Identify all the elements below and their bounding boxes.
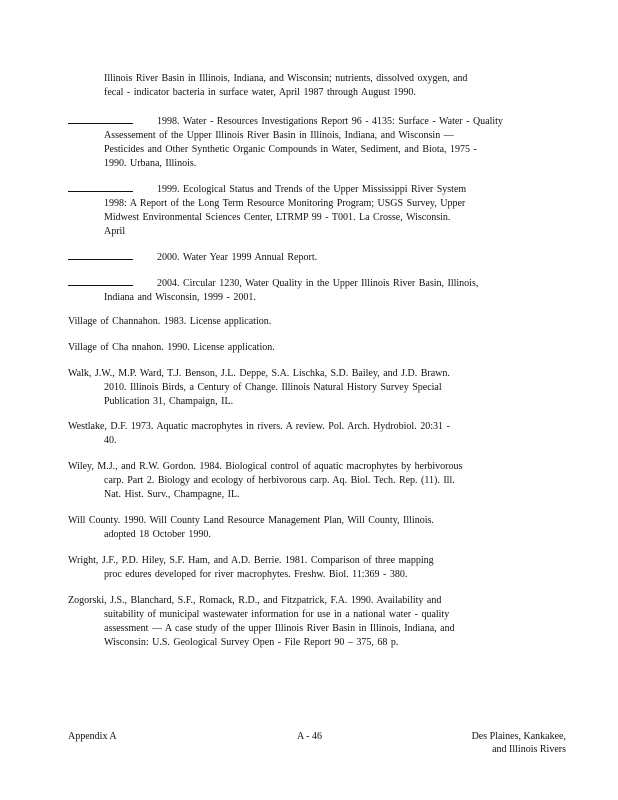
reference-line: Wright, J.F., P.D. Hiley, S.F. Ham, and A.D. Berrie. 1981. Comparison of three mapping bbox=[68, 555, 434, 566]
repeat-author-dash bbox=[68, 275, 133, 286]
reference-entry bbox=[68, 367, 538, 409]
reference-entry bbox=[68, 275, 538, 305]
reference-entry bbox=[68, 554, 538, 582]
repeat-author-dash bbox=[68, 181, 133, 192]
reference-line: Village of Cha nnahon. 1990. License application. bbox=[68, 342, 275, 353]
footer-title-line: and Illinois Rivers bbox=[492, 744, 566, 755]
reference-line: Walk, J.W., M.P. Ward, T.J. Benson, J.L. Deppe, S.A. Lischka, S.D. Bailey, and J.D. Brawn. bbox=[68, 368, 450, 379]
reference-line: Westlake, D.F. 1973. Aquatic macrophytes in rivers. A review. Pol. Arch. Hydrobiol. 20:31 - bbox=[68, 421, 450, 432]
reference-line: Pesticides and Other Synthetic Organic Compounds in Water, Sediment, and Biota, 1975 - bbox=[104, 144, 477, 155]
reference-line: Indiana and Wisconsin, 1999 - 2001. bbox=[104, 292, 256, 303]
reference-entry bbox=[68, 315, 538, 329]
reference-line: Wisconsin: U.S. Geological Survey Open - File Report 90 – 375, 68 p. bbox=[104, 637, 399, 648]
reference-line: Nat. Hist. Surv., Champagne, IL. bbox=[104, 489, 240, 500]
reference-line: Publication 31, Champaign, IL. bbox=[104, 396, 234, 407]
reference-entry bbox=[68, 514, 538, 542]
reference-entry bbox=[68, 181, 538, 239]
reference-line: 2000. Water Year 1999 Annual Report. bbox=[157, 252, 318, 263]
reference-line: carp. Part 2. Biology and ecology of herbivorous carp. Aq. Biol. Tech. Rep. (11). Ill. bbox=[104, 475, 455, 486]
reference-line: 1999. Ecological Status and Trends of the Upper Mississippi River System bbox=[157, 184, 467, 195]
reference-entry bbox=[68, 420, 538, 448]
reference-entry bbox=[68, 72, 538, 100]
reference-line: Assessement of the Upper Illinois River Basin in Illinois, Indiana, and Wisconsin — bbox=[104, 130, 454, 141]
reference-line: 2004. Circular 1230, Water Quality in the Upper Illinois River Basin, Illinois, bbox=[157, 278, 479, 289]
reference-line: 1990. Urbana, Illinois. bbox=[104, 158, 197, 169]
reference-line: 1998: A Report of the Long Term Resource Monitoring Program; USGS Survey, Upper bbox=[104, 198, 466, 209]
reference-line: Illinois River Basin in Illinois, Indiana, and Wisconsin; nutrients, dissolved oxygen, and bbox=[104, 73, 468, 84]
reference-entry bbox=[68, 341, 538, 355]
reference-entry bbox=[68, 460, 538, 502]
reference-line: Midwest Environmental Sciences Center, LTRMP 99 - T001. La Crosse, Wisconsin. bbox=[104, 212, 451, 223]
repeat-author-dash bbox=[68, 249, 133, 260]
reference-entry bbox=[68, 594, 538, 650]
reference-line: Will County. 1990. Will County Land Resource Management Plan, Will County, Illinois. bbox=[68, 515, 434, 526]
reference-line: April bbox=[104, 226, 126, 237]
repeat-author-dash bbox=[68, 113, 133, 124]
reference-line: proc edures developed for river macrophytes. Freshw. Biol. 11:369 - 380. bbox=[104, 569, 408, 580]
footer-page-number: A - 46 bbox=[297, 731, 322, 742]
reference-line: Village of Channahon. 1983. License application. bbox=[68, 316, 272, 327]
reference-line: Wiley, M.J., and R.W. Gordon. 1984. Biological control of aquatic macrophytes by herbivorous bbox=[68, 461, 463, 472]
reference-line: 40. bbox=[104, 435, 117, 446]
reference-line: assessment — A case study of the upper Illinois River Basin in Illinois, Indiana, and bbox=[104, 623, 455, 634]
footer-title-line: Des Plaines, Kankakee, bbox=[471, 731, 566, 742]
reference-line: 1998. Water - Resources Investigations Report 96 - 4135: Surface - Water - Quality bbox=[157, 116, 503, 127]
reference-line: 2010. Illinois Birds, a Century of Change. Illinois Natural History Survey Special bbox=[104, 382, 442, 393]
reference-line: fecal - indicator bacteria in surface water, April 1987 through August 1990. bbox=[104, 87, 416, 98]
reference-entry bbox=[68, 113, 538, 171]
footer-appendix-label: Appendix A bbox=[68, 731, 117, 742]
reference-line: suitability of municipal wastewater information for use in a national water - quality bbox=[104, 609, 450, 620]
footer-report-title bbox=[472, 730, 566, 756]
reference-entry bbox=[68, 249, 538, 265]
reference-line: adopted 18 October 1990. bbox=[104, 529, 211, 540]
reference-line: Zogorski, J.S., Blanchard, S.F., Romack, R.D., and Fitzpatrick, F.A. 1990. Availability and bbox=[68, 595, 442, 606]
